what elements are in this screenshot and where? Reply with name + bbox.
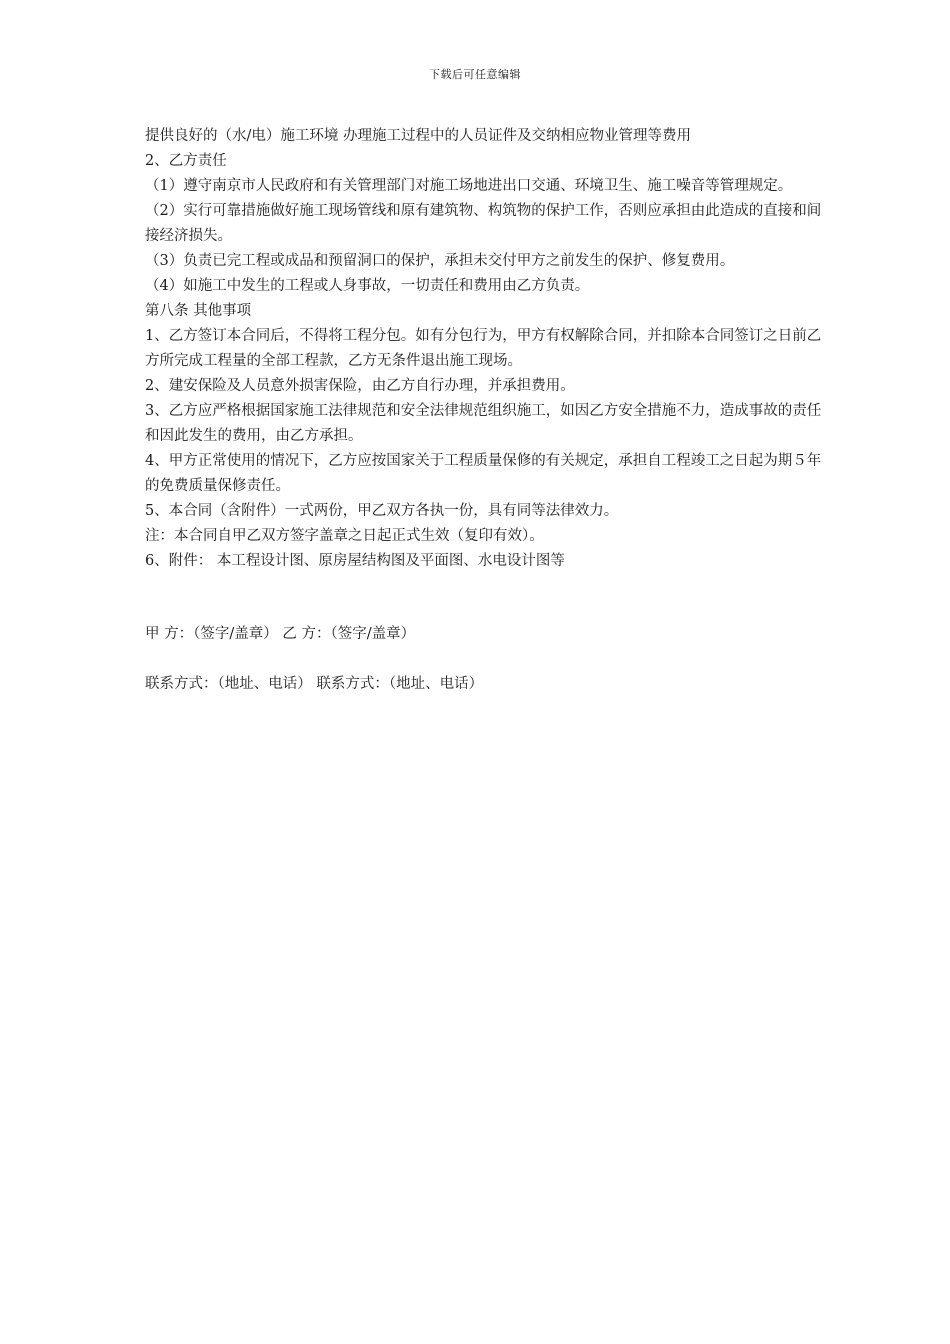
contact-line: 联系方式：（地址、电话） 联系方式：（地址、电话） [145,676,484,692]
article-8-item-4: 4、甲方正常使用的情况下，乙方应按国家关于工程质量保修的有关规定，承担自工程竣工之日起为期５年的免费质量保修责任。 [145,453,822,494]
paragraph-party-b-heading: 2、乙方责任 [145,153,227,169]
article-8-item-1: 1、乙方签订本合同后，不得将工程分包。如有分包行为，甲方有权解除合同，并扣除本合同签订之日前乙方所完成工程量的全部工程款，乙方无条件退出施工现场。 [145,328,822,369]
header-note: 下载后可任意编辑 [429,68,521,81]
paragraph-b-item-4: （4）如施工中发生的工程或人身事故，一切责任和费用由乙方负责。 [145,278,590,294]
article-8-heading: 第八条 其他事项 [145,303,252,319]
spacer [145,574,825,622]
article-8-item-5: 5、本合同（含附件）一式两份，甲乙双方各执一份，具有同等法律效力。 [145,503,619,519]
spacer [145,647,825,672]
paragraph-b-item-1: （1）遵守南京市人民政府和有关管理部门对施工场地进出口交通、环境卫生、施工噪音等管理规定。 [145,178,793,194]
signature-line: 甲 方：（签字/盖章） 乙 方：（签字/盖章） [145,626,416,642]
paragraph-b-item-2: （2）实行可靠措施做好施工现场管线和原有建筑物、构筑物的保护工作，否则应承担由此造成的直接和间接经济损失。 [145,203,822,244]
article-8-note: 注：本合同自甲乙双方签字盖章之日起正式生效（复印有效）。 [145,528,544,544]
paragraph-b-item-3: （3）负责已完工程或成品和预留洞口的保护，承担未交付甲方之前发生的保护、修复费用。 [145,253,735,269]
article-8-item-6: 6、附件： 本工程设计图、原房屋结构图及平面图、水电设计图等 [145,553,565,569]
paragraph-party-a-env: 提供良好的（水/电）施工环境 办理施工过程中的人员证件及交纳相应物业管理等费用 [145,128,691,144]
article-8-item-3: 3、乙方应严格根据国家施工法律规范和安全法律规范组织施工，如因乙方安全措施不力，造成事故的责任和因此发生的费用，由乙方承担。 [145,403,822,444]
article-8-item-2: 2、建安保险及人员意外损害保险，由乙方自行办理，并承担费用。 [145,378,575,394]
contract-body [145,124,825,697]
